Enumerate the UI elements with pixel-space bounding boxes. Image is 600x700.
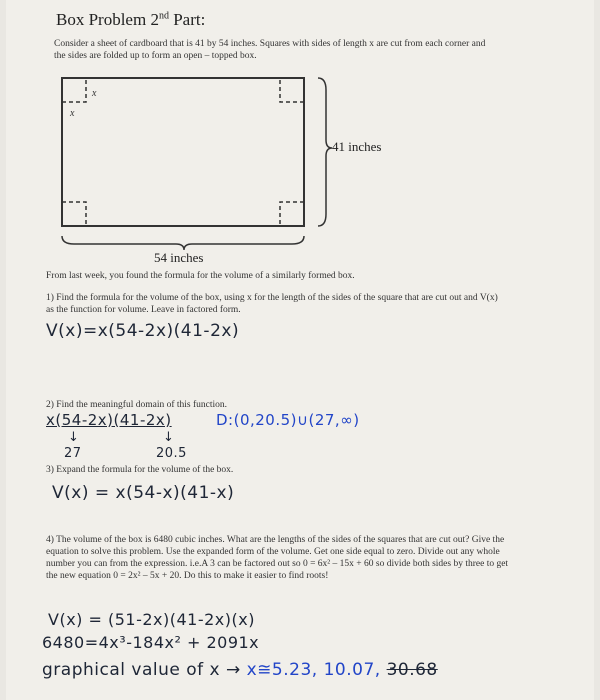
root-20-5: 20.5 [156,446,187,461]
answer-4-line-3 [42,660,438,680]
graphical-roots: x≅5.23, 10.07, [246,660,381,680]
answer-1: V(x)=x(54-2x)(41-2x) [46,321,240,341]
worksheet-page [6,0,594,700]
page-title: Box Problem 2nd Part: [56,10,206,29]
corner-x-top: x [92,88,97,99]
question-1: 1) Find the formula for the volume of the box, using x for the length of the sides of the square that are cut out and V(x) as the function for volume. Leave in factored form. [46,293,498,315]
domain-answer: D:(0,20.5)∪(27,∞) [216,411,360,429]
down-arrow-icon: ↓ [163,430,174,445]
answer-4-line-2: 6480=4x³-184x² + 2091x [42,633,260,652]
down-arrow-icon: ↓ [68,430,79,445]
height-label: 41 inches [332,139,382,154]
height-brace [318,78,332,226]
cardboard-diagram [6,0,594,700]
width-label: 54 inches [154,250,204,265]
question-2: 2) Find the meaningful domain of this function. [46,400,228,410]
answer-4-line-1: V(x) = (51-2x)(41-2x)(x) [48,610,255,629]
preface-text: From last week, you found the formula for the volume of a similarly formed box. [46,271,355,281]
root-27: 27 [64,446,82,461]
corner-squares [62,78,304,226]
sheet-outline [62,78,304,226]
graphical-prefix: graphical value of x → [42,660,241,680]
domain-work: x(54-2x)(41-2x) [46,411,172,429]
problem-intro: Consider a sheet of cardboard that is 41 by 54 inches. Squares with sides of length x are cut from each corner and the sides are folded up to form an open – topped box. [54,39,486,61]
struck-root: 30.68 [386,660,438,680]
answer-3: V(x) = x(54-x)(41-x) [52,483,235,503]
question-4: 4) The volume of the box is 6480 cubic inches. What are the lengths of the sides of the squares that are cut out? Give the equation to solve this problem. Use the expanded form of the volume. Get one side equal to zero. Divide out any whole number you can from the expression. i.e.A 3 can be factored out so 0 = 6x² – 15x + 60 so divide both sides by three to get the new equation 0 = 2x² – 5x + 20. Do this to make it easier to find roots! [46,535,509,581]
corner-x-left: x [70,108,75,119]
question-3: 3) Expand the formula for the volume of the box. [46,465,234,475]
width-brace [62,236,304,250]
